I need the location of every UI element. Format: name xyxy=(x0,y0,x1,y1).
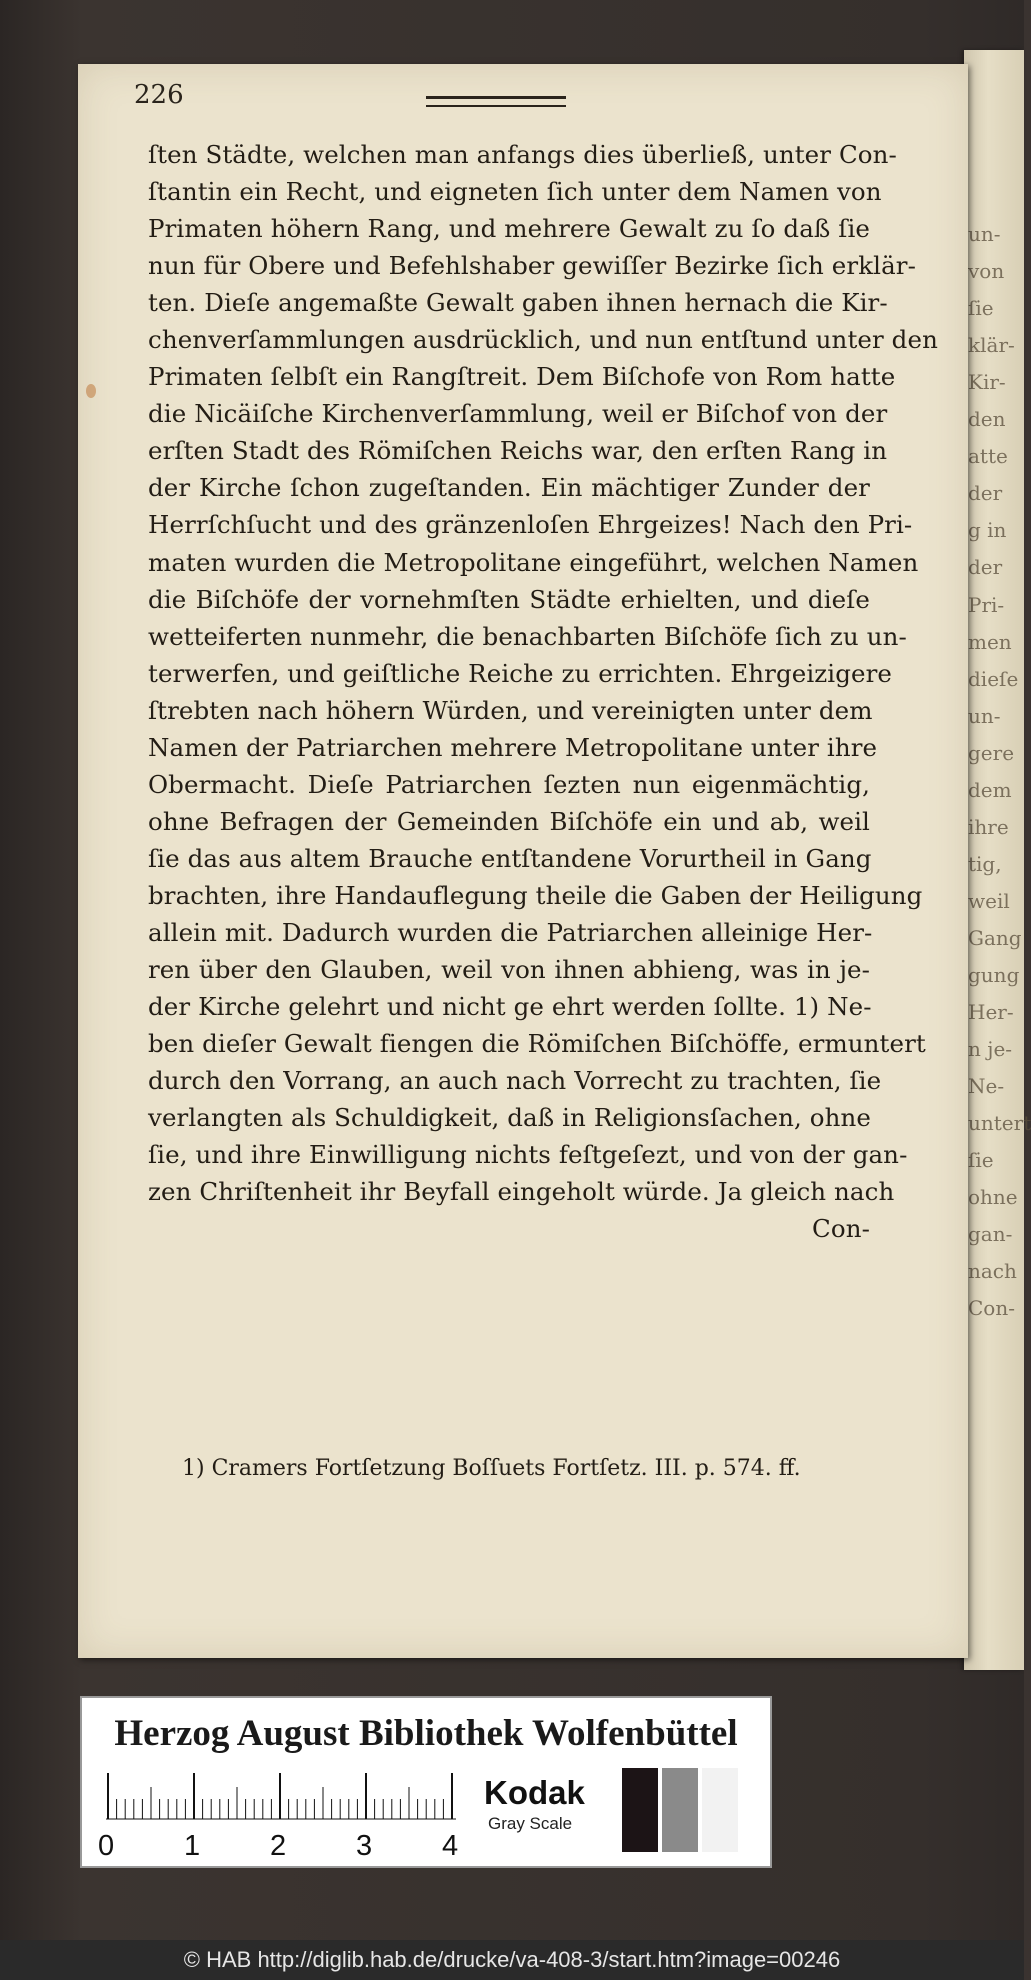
facing-page-fragment: von xyxy=(968,259,1005,284)
text-line: ſtrebten nach höhern Würden, und vereinigten unter dem xyxy=(148,695,873,725)
text-line: durch den Vorrang, an auch nach Vorrecht zu trachten, ſie xyxy=(148,1066,882,1096)
text-line: wetteiferten nunmehr, die benachbarten Biſchöfe ſich zu un- xyxy=(148,621,907,651)
facing-page-fragment: den xyxy=(968,407,1006,432)
ruler-numbers xyxy=(98,1830,538,1862)
text-line: nun für Obere und Befehlshaber gewiſſer Bezirke ſich erklär- xyxy=(148,251,916,281)
ruler-number: 1 xyxy=(184,1830,201,1862)
text-line: ben dieſer Gewalt fiengen die Römiſchen Biſchöffe, ermuntert xyxy=(148,1029,926,1059)
kodak-brand: Kodak xyxy=(484,1774,585,1811)
text-line: zen Chriſtenheit ihr Beyfall eingeholt würde. Ja gleich nach xyxy=(148,1177,895,1207)
text-line: erſten Stadt des Römiſchen Reichs war, den erſten Rang in xyxy=(148,436,888,466)
text-line: ſten Städte, welchen man anfangs dies überließ, unter Con- xyxy=(148,140,897,169)
ruler-number: 2 xyxy=(270,1830,287,1862)
facing-page-fragment: gung xyxy=(968,963,1020,987)
text-line: der Kirche gelehrt und nicht ge ehrt werden ſollte. 1) Ne- xyxy=(148,992,872,1022)
gray-swatch xyxy=(622,1768,658,1852)
facing-page-fragment: un- xyxy=(968,703,1001,728)
gray-scale-label: Gray Scale xyxy=(488,1814,573,1833)
text-line: der Kirche ſchon zugeſtanden. Ein mächtiger Zunder der xyxy=(148,473,870,503)
text-line: Obermacht. Dieſe Patriarchen ſezten nun eigenmächtig, xyxy=(148,769,870,799)
footnote: 1) Cramers Fortſetzung Boſſuets Fortſetz. III. p. 574. ff. xyxy=(182,1456,801,1481)
text-line: chenverſammlungen ausdrücklich, und nun entſtund unter den xyxy=(148,325,938,355)
facing-page-fragment: Her- xyxy=(968,1000,1014,1025)
text-line: ten. Dieſe angemaßte Gewalt gaben ihnen hernach die Kir- xyxy=(148,288,888,318)
facing-page-fragment: atte xyxy=(968,444,1008,469)
facing-page-fragment: gan- xyxy=(968,1222,1013,1247)
facing-page-fragment: gere xyxy=(968,740,1015,765)
facing-page-fragment: ſie xyxy=(968,296,994,321)
facing-page-fragment: g in xyxy=(968,518,1007,543)
text-line: maten wurden die Metropolitane eingeführt, welchen Namen xyxy=(148,547,919,577)
text-line: ſie, und ihre Einwilligung nichts feſtgeſezt, und von der gan- xyxy=(148,1140,908,1170)
facing-page-edge xyxy=(964,50,1031,1670)
body-text xyxy=(148,136,938,1247)
text-line: Con- xyxy=(812,1214,870,1244)
gray-swatch xyxy=(702,1768,738,1852)
text-line: ren über den Glauben, weil von ihnen abhieng, was in je- xyxy=(148,955,870,985)
facing-page-fragment: Kir- xyxy=(968,370,1006,395)
text-line: ſie das aus altem Brauche entſtandene Vorurtheil in Gang xyxy=(148,843,872,873)
text-line: verlangten als Schuldigkeit, daß in Religionsſachen, ohne xyxy=(148,1103,871,1133)
text-line: ſtantin ein Recht, und eigneten ſich unter dem Namen von xyxy=(148,177,882,207)
library-name: Herzog August Bibliothek Wolfenbüttel xyxy=(114,1713,738,1754)
facing-page-fragment: Gang xyxy=(968,925,1022,950)
facing-page-fragment: Pri- xyxy=(968,592,1005,617)
library-label-card xyxy=(80,1696,772,1868)
text-line: die Nicäiſche Kirchenverſammlung, weil er Biſchof von der xyxy=(148,399,888,429)
text-line: ohne Befragen der Gemeinden Biſchöfe ein und ab, weil xyxy=(148,806,870,836)
text-line: Namen der Patriarchen mehrere Metropolitane unter ihre xyxy=(148,732,878,762)
facing-page-fragment: der xyxy=(968,481,1003,506)
facing-page-fragment: ohne xyxy=(968,1185,1018,1210)
facing-page-fragment: ſie xyxy=(968,1148,994,1173)
facing-page-fragment: un- xyxy=(968,222,1001,246)
text-line: die Biſchöfe der vornehmſten Städte erhielten, und dieſe xyxy=(148,584,870,614)
text-line: Primaten ſelbſt ein Rangſtreit. Dem Biſchofe von Rom hatte xyxy=(148,362,896,392)
text-line: brachten, ihre Handauflegung theile die Gaben der Heiligung xyxy=(148,880,923,910)
facing-page-fragment: untert xyxy=(968,1111,1031,1136)
facing-page-fragment: weil xyxy=(968,888,1010,913)
facing-page-fragment: n je- xyxy=(968,1037,1013,1062)
facing-page-fragment: tig, xyxy=(968,851,1002,876)
measurement-ruler xyxy=(106,1770,462,1820)
copyright-footer: © HAB http://diglib.hab.de/drucke/va-408-3/start.htm?image=00246 xyxy=(0,1940,1024,1980)
text-line: Primaten höhern Rang, und mehrere Gewalt zu ſo daß ſie xyxy=(148,214,870,244)
text-line: allein mit. Dadurch wurden die Patriarchen alleinige Her- xyxy=(148,917,873,947)
gray-swatch xyxy=(662,1768,698,1852)
ruler-number: 3 xyxy=(356,1830,373,1862)
facing-page-fragment: klär- xyxy=(968,333,1015,358)
ruler-number: 4 xyxy=(442,1830,459,1862)
facing-page-fragment: Ne- xyxy=(968,1074,1005,1099)
header-rule xyxy=(426,96,566,107)
facing-page-fragment: der xyxy=(968,555,1003,580)
text-line: Herrſchſucht und des gränzenloſen Ehrgeizes! Nach den Pri- xyxy=(148,510,913,540)
text-line: terwerfen, und geiſtliche Reiche zu errichten. Ehrgeizigere xyxy=(148,658,893,688)
facing-page-fragment: dem xyxy=(968,777,1012,802)
facing-page-fragment: dieſe xyxy=(968,666,1019,691)
facing-page-fragment: ihre xyxy=(968,814,1009,839)
paper-stain xyxy=(86,384,96,398)
facing-page-fragment: Con- xyxy=(968,1296,1015,1321)
facing-page-fragment: men xyxy=(968,629,1012,654)
ruler-number: 0 xyxy=(98,1830,115,1862)
facing-page-fragment: nach xyxy=(968,1259,1017,1284)
page-number: 226 xyxy=(134,80,184,110)
